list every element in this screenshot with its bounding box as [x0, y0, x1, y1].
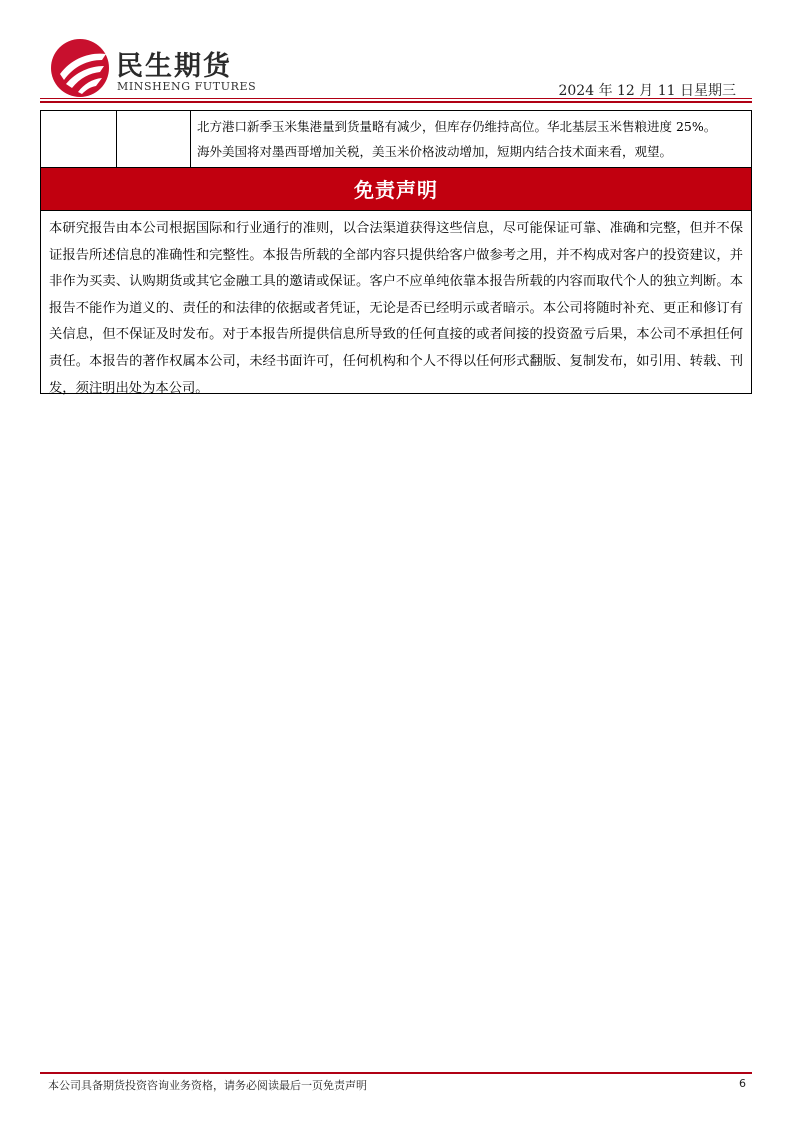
footer-note: 本公司具备期货投资咨询业务资格，请务必阅读最后一页免责声明 — [48, 1079, 367, 1092]
analysis-table — [40, 110, 752, 168]
table-cell-subcategory — [117, 111, 191, 168]
disclaimer-body: 本研究报告由本公司根据国际和行业通行的准则，以合法渠道获得这些信息，尽可能保证可靠、准确和完整，但并不保证报告所述信息的准确性和完整性。本报告所载的全部内容只提供给客户做参考之用，并不构成对客户的投资建议，并非作为买卖、认购期货或其它金融工具的邀请或保证。客户不应单纯依靠本报告所载的内容而取代个人的独立判断。本报告不能作为道义的、责任的和法律的依据或者凭证，无论是否已经明示或者暗示。本公司将随时补充、更正和修订有关信息，但不保证及时发布。对于本报告所提供信息所导致的任何直接的或者间接的投资盈亏后果，本公司不承担任何责任。本报告的著作权属本公司，未经书面许可，任何机构和个人不得以任何形式翻版、复制发布，如引用、转载、刊发，须注明出处为本公司。 — [40, 211, 752, 394]
minsheng-logo-icon — [50, 38, 110, 98]
table-cell-commentary — [191, 111, 752, 168]
report-date: 2024 年 12 月 11 日星期三 — [558, 83, 736, 99]
brand-name-cn: 民生期货 — [116, 51, 232, 82]
table-cell-category — [41, 111, 117, 168]
header-divider-thick — [40, 101, 752, 103]
page-header — [40, 36, 752, 106]
header-divider — [40, 98, 752, 99]
page-number: 6 — [739, 1077, 746, 1090]
footer-divider — [40, 1072, 752, 1074]
table-row — [41, 111, 752, 168]
commentary-line: 海外美国将对墨西哥增加关税，美玉米价格波动增加，短期内结合技术面来看，观望。 — [197, 144, 673, 159]
disclaimer-title: 免责声明 — [40, 167, 752, 211]
brand-name-en: MINSHENG FUTURES — [117, 80, 257, 93]
commentary-line: 北方港口新季玉米集港量到货量略有减少，但库存仍维持高位。华北基层玉米售粮进度 25%。 — [197, 119, 717, 134]
